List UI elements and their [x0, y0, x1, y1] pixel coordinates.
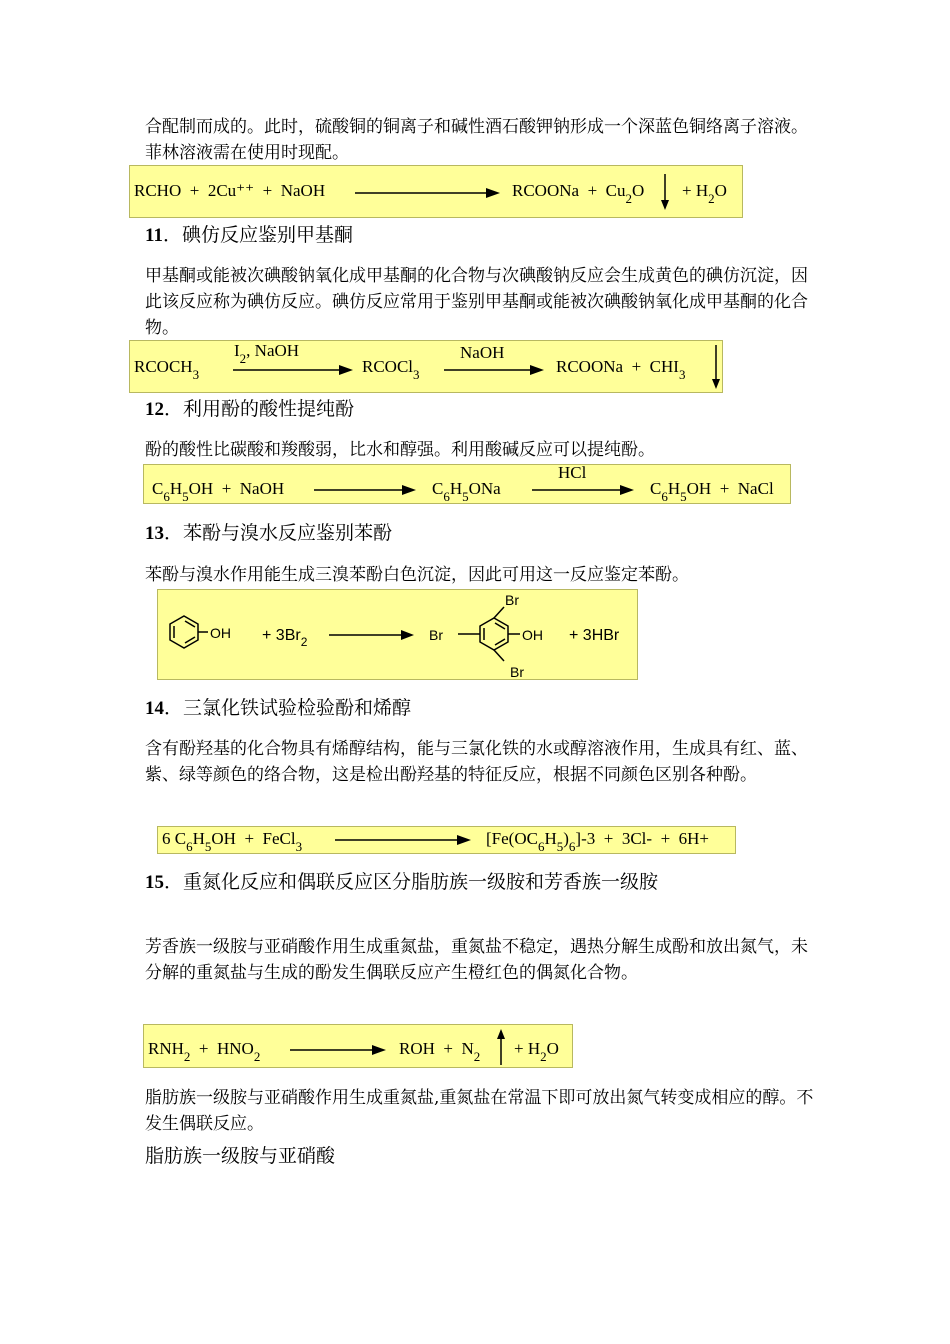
reactant-cu: 2Cu⁺⁺ [207, 181, 255, 200]
product-sodium-phenoxide [432, 479, 501, 504]
condition-text: , NaOH [246, 341, 300, 360]
plus-sign: + [719, 479, 730, 498]
plus-sign: + [514, 1039, 524, 1058]
formula: H [667, 479, 681, 498]
formula: O [546, 1039, 559, 1058]
section-15-paragraph: 芳香族一级胺与亚硝酸作用生成重氮盐，重氮盐不稳定，遇热分解生成酚和放出氮气，未分解的重氮盐与生成的酚发生偶联反应产生橙红色的偶氮化合物。 [145, 937, 808, 983]
reaction-arrow [532, 483, 634, 497]
formula: C [432, 479, 444, 498]
formula: 6H+ [678, 829, 710, 848]
formula: OH [686, 479, 712, 498]
subscript: 2 [239, 351, 247, 366]
formula: N [461, 1039, 474, 1058]
section-heading-13: 13．苯酚与溴水反应鉴别苯酚 [145, 522, 393, 544]
subscript: 2 [473, 1049, 481, 1064]
section-number: 13 [145, 523, 164, 544]
equation-fehling-water [682, 181, 727, 206]
condition-text: I [234, 341, 240, 360]
equation-box-iodoform [129, 340, 723, 393]
subscript: 2 [253, 1049, 261, 1064]
subscript: 5 [556, 839, 564, 854]
section-number: 15 [145, 872, 164, 893]
subscript: 2 [300, 635, 308, 649]
plus-sign: + [198, 1039, 209, 1058]
formula: 3Cl- [621, 829, 653, 848]
formula: 6 C [162, 829, 187, 848]
equation-box-bromination [157, 589, 638, 680]
subscript: 3 [413, 367, 420, 382]
formula: OH [211, 829, 236, 848]
products-iodoform [556, 357, 686, 382]
reagent-br2 [262, 627, 308, 649]
plus-sign: + [221, 479, 232, 498]
reactant-naoh: NaOH [239, 479, 285, 498]
formula: C [152, 479, 164, 498]
product-chi3: CHI [649, 357, 679, 376]
reactants-ferric [162, 829, 303, 854]
plus-sign: + [682, 181, 692, 200]
products-amine [399, 1039, 481, 1064]
section-title: 碘仿反应鉴别甲基酮 [181, 224, 353, 246]
products-ferric [486, 829, 710, 854]
aliphatic-amine-paragraph: 脂肪族一级胺与亚硝酸作用生成重氮盐,重氮盐在常温下即可放出氮气转变成相应的醇。不发生偶联反应。 [145, 1088, 814, 1134]
formula: [Fe(OC [486, 829, 538, 848]
equation-box-phenol-acid [143, 464, 791, 504]
tribromophenol-structure [458, 607, 520, 661]
reaction-arrow [329, 630, 414, 640]
section-heading-11: 11．碘仿反应鉴别甲基酮 [145, 224, 353, 246]
phenol-structure [170, 616, 208, 648]
subscript: 3 [678, 367, 686, 382]
equation-fehling-products [512, 181, 645, 206]
formula: ONa [468, 479, 501, 498]
reaction-arrow [290, 1043, 386, 1057]
condition-naoh: NaOH [460, 343, 505, 362]
formula: H [544, 829, 557, 848]
product-rcoona: RCOONa [556, 357, 624, 376]
aliphatic-amine-heading: 脂肪族一级胺与亚硝酸 [145, 1145, 336, 1167]
product-nacl: NaCl [737, 479, 774, 498]
subscript: 6 [186, 839, 193, 854]
bromine-left-label: Br [429, 627, 443, 643]
section-number: 14 [145, 698, 164, 719]
section-title: 三氯化铁试验检验酚和烯醇 [183, 697, 412, 719]
formula: H [527, 1039, 541, 1058]
formula: H [449, 479, 463, 498]
reactant-naoh: NaOH [280, 181, 326, 200]
bromination-scheme [158, 590, 637, 679]
section-12-paragraph: 酚的酸性比碳酸和羧酸弱，比水和醇强。利用酸碱反应可以提纯酚。 [145, 440, 655, 460]
formula: H [169, 479, 183, 498]
bromine-bottom-label: Br [510, 664, 524, 679]
reactant-rcho: RCHO [134, 181, 182, 200]
precipitate-arrow-icon [660, 174, 670, 210]
intro-paragraph: 合配制而成的。此时，硫酸铜的铜离子和碱性酒石酸钾钠形成一个深蓝色铜络离子溶液。菲林溶液需在使用时现配。 [145, 117, 808, 163]
bromine-top-label: Br [505, 592, 519, 608]
section-heading-15: 15．重氮化反应和偶联反应区分脂肪族一级胺和芳香族一级胺 [145, 871, 659, 893]
product-oh-label: OH [522, 627, 543, 643]
section-number: 11 [145, 225, 163, 246]
plus-sign: + [660, 829, 671, 848]
formula: C [650, 479, 662, 498]
product-rcoona: RCOONa [512, 181, 580, 200]
section-14-paragraph: 含有酚羟基的化合物具有烯醇结构，能与三氯化铁的水或醇溶液作用，生成具有红、蓝、紫、绿等颜色的络合物，这是检出酚羟基的特征反应，根据不同颜色区别各种酚。 [145, 739, 808, 785]
formula: ) [563, 829, 569, 848]
subscript: 6 [163, 489, 170, 504]
section-heading-12: 12．利用酚的酸性提纯酚 [145, 398, 355, 420]
subscript: 5 [680, 489, 687, 504]
formula: H [192, 829, 205, 848]
section-title: 利用酚的酸性提纯酚 [183, 398, 355, 420]
equation-fehling [134, 181, 325, 201]
gas-arrow-icon [496, 1029, 506, 1065]
condition-hcl: HCl [558, 463, 587, 482]
subscript: 6 [537, 839, 545, 854]
equation-box-diazotization [143, 1024, 573, 1068]
subscript: 3 [192, 367, 200, 382]
subscript: 5 [182, 489, 189, 504]
section-11-paragraph: 甲基酮或能被次碘酸钠氧化成甲基酮的化合物与次碘酸钠反应会生成黄色的碘仿沉淀，因此该反应称为碘仿反应。碘仿反应常用于鉴别甲基酮或能被次碘酸钠氧化成甲基酮的化合物。 [145, 266, 808, 338]
formula: ]-3 [575, 829, 596, 848]
formula: HNO [217, 1039, 254, 1058]
reaction-arrow [444, 363, 544, 377]
plus-sign: + [631, 357, 642, 376]
reaction-arrow [335, 833, 471, 847]
formula: RNH [148, 1039, 184, 1058]
subscript: 2 [625, 191, 632, 206]
subscript: 2 [183, 1049, 191, 1064]
subscript: 6 [443, 489, 450, 504]
plus-sign: + [603, 829, 614, 848]
plus-sign: + [587, 181, 598, 200]
section-title: 苯酚与溴水反应鉴别苯酚 [183, 522, 393, 544]
subscript: 2 [708, 191, 715, 206]
section-heading-14: 14．三氯化铁试验检验酚和烯醇 [145, 697, 412, 719]
product-water [514, 1039, 559, 1064]
section-title: 重氮化反应和偶联反应区分脂肪族一级胺和芳香族一级胺 [183, 871, 659, 893]
subscript: 6 [568, 839, 576, 854]
section-number: 12 [145, 399, 164, 420]
subscript: 6 [661, 489, 668, 504]
intermediate-rcocl3 [362, 357, 420, 382]
product-cu2o-tail: O [632, 181, 645, 200]
subscript: 5 [204, 839, 212, 854]
plus-sign: + [244, 829, 255, 848]
formula: RCOCl [362, 357, 414, 376]
reactants-amine [148, 1039, 261, 1064]
reaction-arrow [314, 483, 416, 497]
precipitate-arrow-icon [711, 345, 721, 389]
plus-sign: + [262, 181, 273, 200]
product-hbr: + 3HBr [569, 627, 620, 644]
phenol-oh-label: OH [210, 625, 231, 641]
plus-sign: + [443, 1039, 453, 1058]
formula: FeCl [262, 829, 296, 848]
product-water: H [695, 181, 709, 200]
reaction-arrow [355, 186, 500, 200]
equation-box-ferric-chloride [157, 826, 736, 854]
plus-sign: + [189, 181, 200, 200]
reactants-phenol-naoh [152, 479, 285, 504]
condition-i2-naoh [234, 341, 300, 366]
product-cu2o: Cu [605, 181, 626, 200]
products-phenol-nacl [650, 479, 774, 504]
formula: RCOCH [134, 357, 193, 376]
formula: OH [188, 479, 214, 498]
subscript: 2 [540, 1049, 547, 1064]
reaction-arrow [233, 363, 353, 377]
product-water-tail: O [714, 181, 727, 200]
equation-box-fehling [129, 165, 743, 218]
reagent-br2-text: + 3Br [262, 627, 301, 644]
formula: ROH [399, 1039, 435, 1058]
subscript: 3 [295, 839, 303, 854]
subscript: 5 [462, 489, 469, 504]
section-13-paragraph: 苯酚与溴水作用能生成三溴苯酚白色沉淀，因此可用这一反应鉴定苯酚。 [145, 565, 689, 585]
reactant-rcoch3 [134, 357, 200, 382]
